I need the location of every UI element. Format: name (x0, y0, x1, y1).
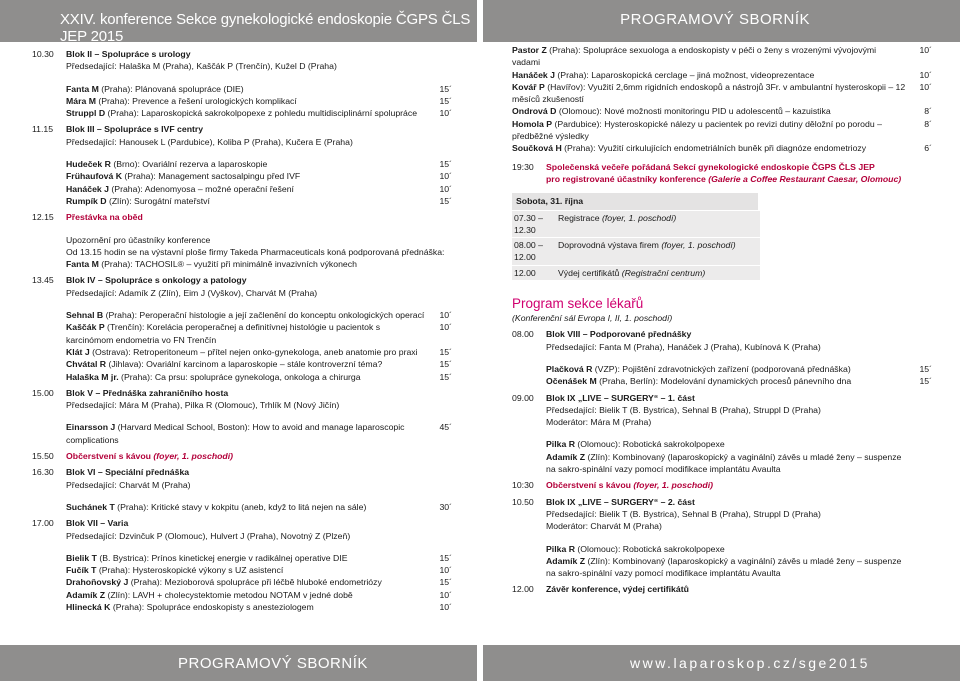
session-chairs: Předsedající: Hanousek L (Pardubice), Koliba P (Praha), Kučera E (Praha) (66, 136, 353, 147)
saturday-time: 08.00 – 12.00 (514, 240, 543, 263)
saturday-place: (foyer, 1. poschodí) (658, 240, 736, 251)
footer-booklet-title: PROGRAMOVÝ SBORNÍK (178, 655, 368, 672)
talk-title: (Praha): Prevence a řešení urologických komplikací (95, 95, 297, 106)
talk-duration: 15´ (439, 83, 452, 94)
talk-title: (Praha): Ca prsu: spolupráce gynekologa, onkologa a chirurga (118, 371, 361, 382)
session-time: 10:30 (512, 480, 534, 491)
speaker-name: Bielik T (66, 552, 97, 563)
talk-duration: 10´ (919, 81, 932, 92)
session-title: Závěr konference, výdej certifikátů (546, 584, 689, 595)
left-column (32, 44, 452, 613)
talk-duration: 10´ (439, 601, 452, 612)
program-item (66, 158, 452, 170)
speaker-name: Součková H (512, 143, 562, 154)
session-chairs: Předsedající: Halaška M (Praha), Kaščák P (Trenčín), Kužel D (Praha) (66, 61, 337, 72)
talk-title: (Havířov): Využití 2,6mm rigidních endoskopů a nástrojů 3Fr. v ambulantní hysteroskopii – 12 měsíců zkušeností (512, 81, 906, 105)
session-place: (foyer, 1. poschodí) (150, 451, 234, 462)
session-title: Blok III – Spolupráce s IVF centry (66, 124, 204, 135)
session-time: 15.50 (32, 451, 54, 462)
program-item (546, 555, 932, 580)
session-time: 16.30 (32, 467, 54, 478)
session-title: Blok IV – Spolupráce s onkology a patology (66, 275, 247, 286)
speaker-name: Suchánek T (66, 501, 115, 512)
program-item (66, 183, 452, 195)
session-time: 09.00 (512, 392, 534, 403)
session-chairs: Předsedající: Dzvinčuk P (Olomouc), Hulvert J (Praha), Novotný Z (Plzeň) (66, 530, 351, 541)
program-item (66, 170, 452, 182)
spacer (66, 148, 452, 158)
saturday-place: (foyer, 1. poschodí) (599, 212, 677, 223)
session-time: 10.50 (512, 496, 534, 507)
talk-title: (Praha, Berlín): Modelování dynamických procesů pánevního dna (596, 376, 852, 387)
session-block (32, 450, 452, 462)
session-place: (foyer, 1. poschodí) (630, 480, 714, 491)
program-venue: (Konferenční sál Evropa I, II, 1. poschodí) (512, 313, 673, 324)
talk-title: (Zlín): LAVH + cholecystektomie metodou NOTAM v jedné době (105, 589, 353, 600)
program-item (66, 589, 452, 601)
session-time: 12.00 (512, 584, 534, 595)
program-item (66, 576, 452, 588)
talk-duration: 15´ (439, 195, 452, 206)
session-chairs: Předsedající: Bielik T (B. Bystrica), Sehnal B (Praha), Struppl D (Praha) (546, 404, 821, 415)
speaker-name: Plačková R (546, 363, 593, 374)
header-left (0, 0, 477, 45)
program-item (512, 105, 932, 117)
session-title: Blok VII – Varia (66, 518, 129, 529)
speaker-name: Pilka R (546, 543, 575, 554)
talk-title: (Praha): Kritické stavy v kokpitu (aneb, když to litá nejen na sále) (114, 501, 367, 512)
talk-duration: 10´ (439, 171, 452, 182)
session-block (32, 274, 452, 382)
speaker-name: Hlinecká K (66, 601, 111, 612)
talk-duration: 6´ (924, 143, 932, 154)
session-block (512, 496, 932, 580)
footer-url[interactable]: www.laparoskop.cz/sge2015 (630, 655, 870, 671)
speaker-name: Očenášek M (546, 376, 597, 387)
talk-duration: 15´ (439, 346, 452, 357)
saturday-activity: Výdej certifikátů (558, 267, 620, 278)
talk-duration: 10´ (439, 310, 452, 321)
program-item (66, 321, 452, 346)
program-item (66, 346, 452, 358)
program-item (546, 375, 932, 387)
spacer (66, 411, 452, 421)
spacer (546, 533, 932, 543)
session-title: Blok IX „LIVE – SURGERY“ – 2. část (546, 496, 695, 507)
talk-duration: 10´ (439, 589, 452, 600)
spacer (66, 299, 452, 309)
session-title: Blok II – Spolupráce s urology (66, 49, 191, 59)
talk-title: (Zlín): Kombinovaný (laparoskopický a vaginální) závěs u mladé ženy – suspenze na sakro-spinální vazy pomocí modifikace implantátu Avaulta (546, 555, 902, 579)
program-item (66, 421, 452, 446)
program-item (66, 95, 452, 107)
spacer (66, 491, 452, 501)
conference-title: XXIV. konference Sekce gynekologické endoskopie ČGPS ČLS JEP 2015 (60, 11, 471, 45)
speaker-name: Ondrová D (512, 106, 557, 117)
program-item (512, 118, 932, 143)
talk-title: (Praha): Hysteroskopické výkony s UZ asistencí (96, 565, 284, 576)
talk-title: (Praha): Spolupráce endoskopisty s anesteziologem (110, 601, 314, 612)
talk-title: (Praha): Spolupráce sexuologa a endoskopisty v péči o ženy s vrozenými vývojovými vadami (512, 45, 877, 68)
spacer (546, 353, 932, 363)
program-item (546, 363, 932, 375)
session-chairs: Předsedající: Fanta M (Praha), Hanáček J (Praha), Kubínová K (Praha) (546, 341, 821, 352)
saturday-row (512, 211, 760, 238)
talk-title: (Ostrava): Retroperitoneum – přítel nejen onko-gynekologa, aneb anatomie pro praxi (89, 346, 418, 357)
session-block (32, 466, 452, 513)
session-block (32, 123, 452, 207)
booklet-title: PROGRAMOVÝ SBORNÍK (620, 11, 810, 28)
dinner-subtitle: pro registrované účastníky konference (Galerie a Coffee Restaurant Caesar, Olomouc) (546, 173, 902, 184)
saturday-time: 07.30 – 12.30 (514, 212, 543, 235)
talk-duration: 10´ (439, 565, 452, 576)
talk-title: (Praha): Management sactosalpingu před IVF (122, 171, 301, 182)
program-item (66, 83, 452, 95)
saturday-row (512, 238, 760, 265)
session-time: 11.15 (32, 124, 54, 135)
speaker-name: Adamík Z (546, 555, 586, 566)
session-time: 10.30 (32, 49, 54, 59)
talk-title: (Zlín): Kombinovaný (laparoskopický a vaginální) závěs u mladé ženy – suspenze na sakro-spinální vazy pomocí modifikace implantátu Avaulta (546, 451, 902, 475)
program-item (546, 451, 932, 476)
speaker-name: Homola P (512, 118, 553, 129)
saturday-time: 12.00 (514, 267, 536, 278)
speaker-name: Fanta M (66, 83, 99, 94)
speaker-name: Rumpík D (66, 195, 107, 206)
speaker-name: Adamík Z (546, 451, 586, 462)
program-item (546, 543, 932, 555)
spacer (66, 542, 452, 552)
session-chairs: Předsedající: Mára M (Praha), Pilka R (Olomouc), Trhlík M (Nový Jičín) (66, 400, 340, 411)
session-chairs: Předsedající: Adamík Z (Zlín), Eim J (Vyškov), Charvát M (Praha) (66, 287, 318, 298)
speaker-name: Mára M (66, 95, 96, 106)
speaker-name: Kovář P (512, 81, 545, 92)
program-item (66, 564, 452, 576)
session-block (512, 392, 932, 476)
notice-talk (66, 258, 452, 270)
talk-title: (B. Bystrica): Prínos kinetickej energie v radikálnej operative DIE (96, 552, 348, 563)
session-moderator: Moderátor: Mára M (Praha) (546, 417, 652, 428)
spacer (546, 428, 932, 438)
talk-title: (Brno): Ovariální rezerva a laparoskopie (110, 159, 268, 170)
session-chairs: Předsedající: Bielik T (B. Bystrica), Sehnal B (Praha), Struppl D (Praha) (546, 508, 821, 519)
session-title: Občerstvení s kávou (foyer, 1. poschodí) (66, 451, 234, 462)
session-time: 15.00 (32, 387, 54, 398)
dinner-block (512, 161, 932, 186)
talk-title: (Pardubice): Hysteroskopické nálezy u pacientek po revizi dutiny děložní po porodu – předběžné výsledky (512, 118, 882, 142)
session-block (32, 211, 452, 270)
talk-title: (Praha): Peroperační histologie a její začlenění do konceptu onkologických operací (103, 310, 425, 321)
session-title: Blok VI – Speciální přednáška (66, 467, 190, 478)
speaker-name: Hudeček R (66, 159, 111, 170)
program-item (66, 371, 452, 383)
session-block (32, 517, 452, 613)
speaker-name: Kaščák P (66, 322, 105, 333)
talk-title: (Praha): Využití cirkulujících endometriálních buněk při diagnóze endometriozy (561, 143, 867, 154)
talk-title: (Olomouc): Nové možnosti monitoringu PID u adolescentů – kazuistika (556, 106, 831, 117)
dinner-time: 19:30 (512, 161, 534, 172)
talk-duration: 10´ (439, 108, 452, 119)
program-item (66, 501, 452, 513)
spacer (66, 73, 452, 83)
speaker-name: Pastor Z (512, 45, 547, 55)
program-item (546, 438, 932, 450)
talk-duration: 8´ (924, 118, 932, 129)
talk-duration: 15´ (439, 577, 452, 588)
speaker-name: Pilka R (546, 439, 575, 450)
program-item (512, 44, 932, 69)
notice-heading: Upozornění pro účastníky konference (66, 234, 211, 245)
talk-duration: 10´ (919, 69, 932, 80)
program-item (512, 81, 932, 106)
session-block (32, 48, 452, 119)
dinner-place: (Galerie a Coffee Restaurant Caesar, Olomouc) (705, 173, 902, 184)
speaker-name: Hanáček J (512, 69, 555, 80)
notice-text: Od 13.15 hodin se na výstavní ploše firmy Takeda Pharmaceuticals koná podporovaná přednáška: (66, 246, 445, 257)
session-title: Blok VIII – Podporované přednášky (546, 329, 692, 340)
talk-duration: 15´ (439, 359, 452, 370)
talk-duration: 15´ (439, 95, 452, 106)
footer-left (0, 645, 477, 681)
talk-title: (Jihlava): Ovariální karcinom a laparoskopie – stále kontroverzní téma? (106, 359, 383, 370)
speaker-name: Sehnal B (66, 310, 104, 321)
program-item (512, 142, 932, 154)
talk-title: (Zlín): Surogátní mateřství (106, 195, 210, 206)
talk-duration: 15´ (439, 552, 452, 563)
session-block (512, 583, 932, 595)
right-column (512, 44, 932, 596)
program-item (512, 69, 932, 81)
speaker-name: Fanta M (66, 259, 99, 270)
talk-duration: 45´ (439, 422, 452, 433)
talk-title: (Olomouc): Robotická sakrokolpopexe (574, 439, 725, 450)
session-block (32, 387, 452, 446)
session-title: Přestávka na oběd (66, 212, 143, 223)
program-item (66, 309, 452, 321)
session-time: 13.45 (32, 275, 54, 286)
program-item (66, 358, 452, 370)
spacer (66, 224, 452, 234)
speaker-name: Fučík T (66, 565, 97, 576)
dinner-title: Společenská večeře pořádaná Sekcí gynekologické endoskopie ČGPS ČLS JEP (546, 161, 875, 172)
session-moderator: Moderátor: Charvát M (Praha) (546, 521, 662, 532)
talk-duration: 15´ (439, 371, 452, 382)
session-title: Občerstvení s kávou (foyer, 1. poschodí) (546, 480, 714, 491)
speaker-name: Drahoňovský J (66, 577, 129, 588)
speaker-name: Struppl D (66, 108, 106, 119)
talk-title: (Praha): Mezioborová spolupráce při léčbě hluboké endometriózy (128, 577, 382, 588)
speaker-name: Adamík Z (66, 589, 106, 600)
session-time: 08.00 (512, 329, 534, 340)
saturday-activity: Doprovodná výstava firem (558, 240, 659, 251)
session-title: Blok V – Přednáška zahraničního hosta (66, 387, 229, 398)
speaker-name: Halaška M jr. (66, 371, 119, 382)
speaker-name: Chvátal R (66, 359, 107, 370)
program-item (66, 552, 452, 564)
speaker-name: Frühaufová K (66, 171, 122, 182)
saturday-row (512, 266, 760, 280)
saturday-place: (Registrační centrum) (619, 267, 706, 278)
saturday-activity: Registrace (558, 212, 600, 223)
talk-title: (Praha): TACHOSIL® – využití při minimálně invazivních výkonech (98, 259, 357, 270)
talk-duration: 10´ (439, 183, 452, 194)
footer-right (483, 645, 960, 681)
session-block (512, 479, 932, 491)
speaker-name: Klát J (66, 346, 90, 357)
header-right (483, 0, 960, 42)
talk-title: (Trenčín): Korelácia peroperačnej a definitívnej histológie u pacientok s karcinómom endometria vo FN Trenčín (66, 322, 381, 345)
session-chairs: Předsedající: Charvát M (Praha) (66, 479, 191, 490)
session-block (512, 328, 932, 387)
talk-title: (Praha): Laparoskopická cerclage – jiná možnost, videoprezentace (554, 69, 815, 80)
talk-title: (Praha): Plánovaná spolupráce (DIE) (98, 83, 244, 94)
program-item (66, 107, 452, 119)
talk-title: (Olomouc): Robotická sakrokolpopexe (574, 543, 725, 554)
talk-title: (VZP): Pojištění zdravotnických zařízení (podporovaná přednáška) (592, 363, 851, 374)
talk-duration: 15´ (919, 363, 932, 374)
talk-title: (Harvard Medical School, Boston): How to avoid and manage laparoscopic complications (66, 422, 405, 445)
talk-duration: 8´ (924, 106, 932, 117)
speaker-name: Hanáček J (66, 183, 109, 194)
session-time: 17.00 (32, 518, 54, 529)
talk-duration: 10´ (919, 45, 932, 55)
speaker-name: Einarsson J (66, 422, 116, 433)
talk-duration: 30´ (439, 501, 452, 512)
talk-duration: 15´ (439, 159, 452, 170)
talk-title: (Praha): Laparoskopická sakrokolpopexe z pohledu multidisciplinární spolupráce (105, 108, 418, 119)
program-heading: Program sekce lékařů (512, 296, 644, 312)
talk-duration: 15´ (919, 376, 932, 387)
saturday-heading: Sobota, 31. října (512, 193, 758, 209)
program-item (66, 601, 452, 613)
talk-title: (Praha): Adenomyosa – možné operační řešení (108, 183, 294, 194)
session-title: Blok IX „LIVE – SURGERY“ – 1. část (546, 392, 695, 403)
session-time: 12.15 (32, 212, 54, 223)
talk-duration: 10´ (439, 322, 452, 333)
program-item (66, 195, 452, 207)
